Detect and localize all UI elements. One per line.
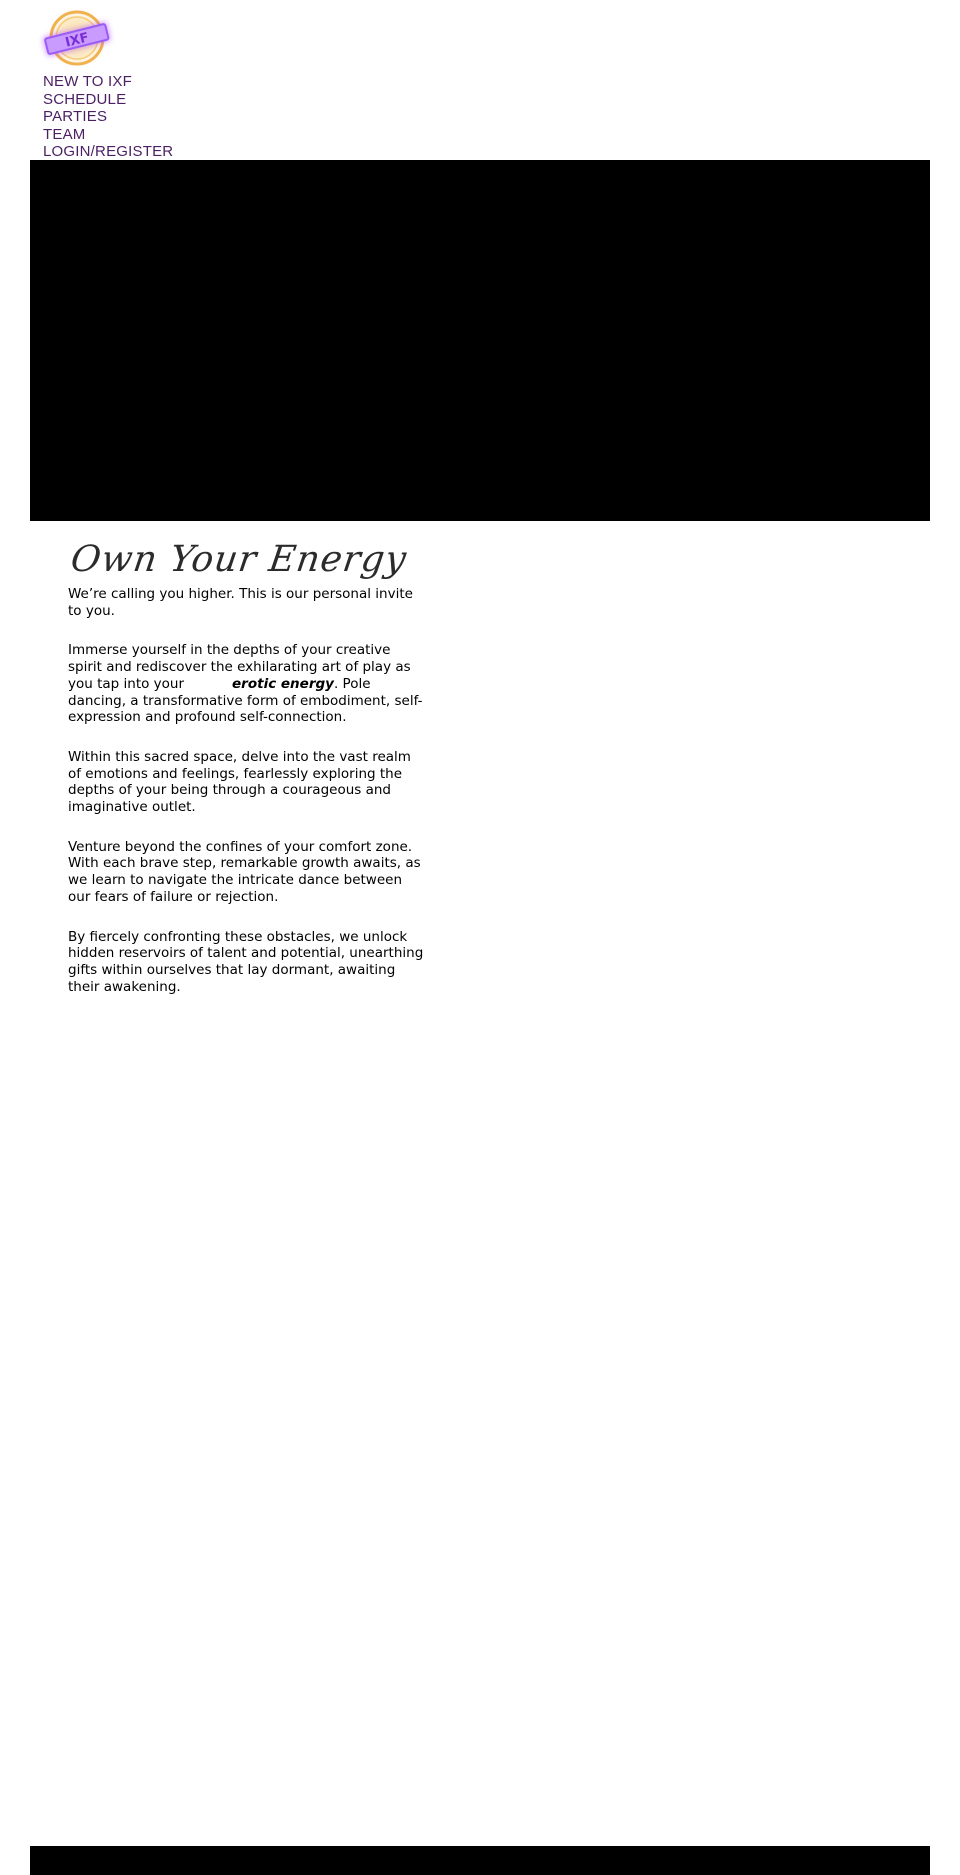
footer-media-block xyxy=(30,1846,930,1875)
hero-video[interactable] xyxy=(30,160,930,521)
svg-text:IXF: IXF xyxy=(63,30,91,51)
nav-item-login-register[interactable]: LOGIN/REGISTER xyxy=(43,143,174,160)
paragraph-comfort-zone: Venture beyond the confines of your comfort zone. With each brave step, remarkable growth awaits, as we learn to navigate the intricate dance between our fears of failure or rejection. xyxy=(68,838,421,905)
nav-item-team[interactable]: TEAM xyxy=(43,125,86,143)
erotic-energy-emphasis: erotic energy xyxy=(232,675,334,692)
paragraph-immerse-tail: . Pole dancing, a transformative form of embodiment, self-expression and profound self-connection. xyxy=(68,675,423,726)
nav-item-new-to-ixf[interactable]: NEW TO IXF xyxy=(43,73,132,90)
main-content xyxy=(68,538,428,1018)
paragraph-obstacles: By fiercely confronting these obstacles, we unlock hidden reservoirs of talent and potential, unearthing gifts within ourselves that lay dormant, awaiting their awakening. xyxy=(68,928,424,995)
site-header xyxy=(0,0,960,160)
paragraph-immerse-text: Immerse yourself in the depths of your creative spirit and rediscover the exhilarating art of play as you tap into your xyxy=(68,642,411,692)
logo-icon xyxy=(38,2,116,72)
main-nav xyxy=(43,73,173,161)
nav-item-schedule[interactable]: SCHEDULE xyxy=(43,90,127,108)
site-logo[interactable] xyxy=(38,2,116,72)
intro-paragraph: We’re calling you higher. This is our personal invite to you. xyxy=(68,586,413,619)
nav-item-parties[interactable]: PARTIES xyxy=(43,108,108,125)
paragraph-immerse xyxy=(68,642,428,726)
page-title: Own Your Energy xyxy=(68,539,410,580)
paragraph-sacred-space: Within this sacred space, delve into the vast realm of emotions and feelings, fearlessly exploring the depths of your being through a courageous and imaginative outlet. xyxy=(68,748,411,816)
